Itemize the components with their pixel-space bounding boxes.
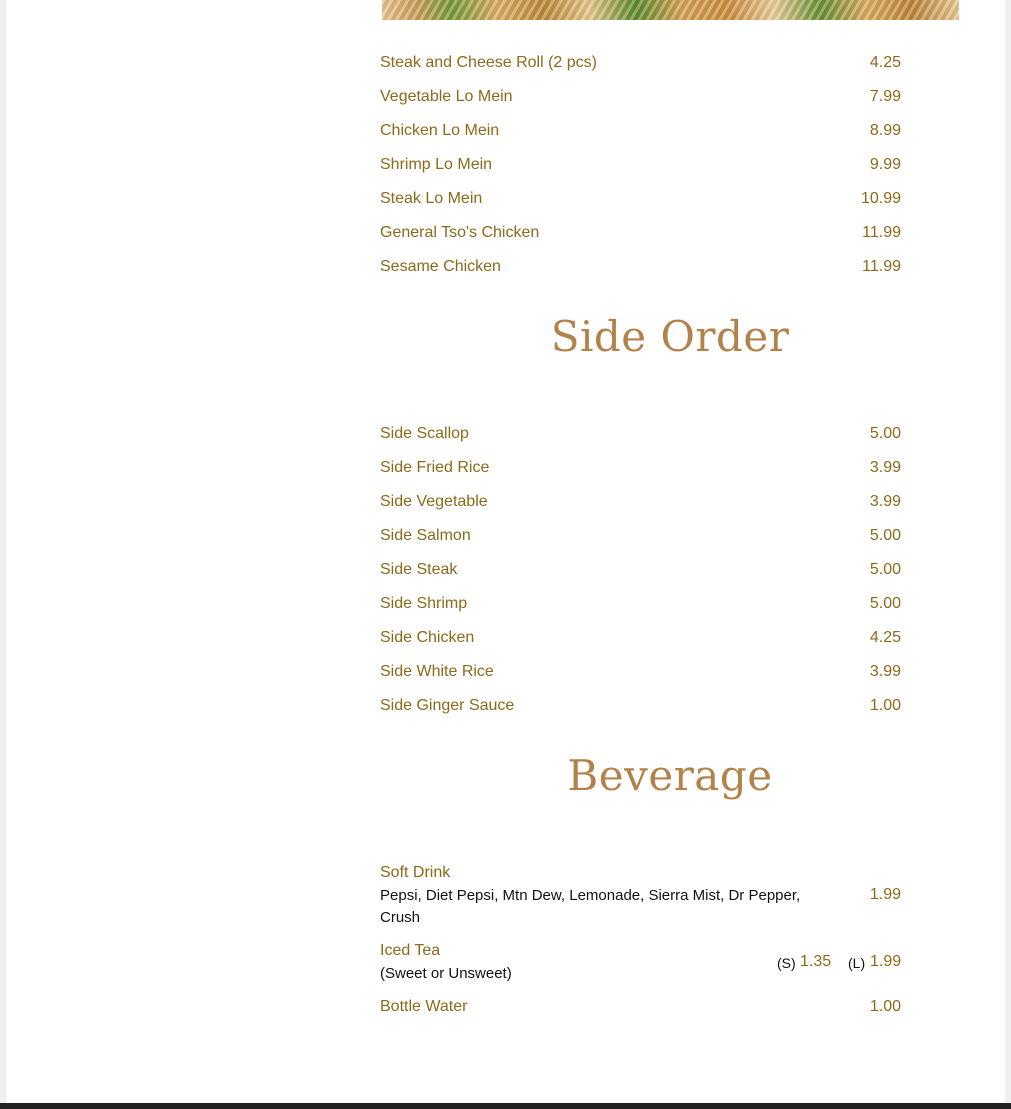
item-name: Side Fried Rice (380, 459, 490, 476)
menu-item (380, 153, 901, 177)
menu-item (380, 558, 901, 582)
menu-item (380, 187, 901, 211)
item-name: Soft Drink (380, 864, 451, 881)
item-price: 10.99 (860, 190, 901, 207)
item-name: Side Shrimp (380, 595, 468, 612)
menu-item (380, 456, 901, 480)
item-price: 5.00 (869, 561, 901, 578)
item-price: 5.00 (869, 527, 901, 544)
size-price-small: 1.35 (800, 953, 832, 970)
menu-item (380, 422, 901, 446)
item-price: 11.99 (862, 224, 901, 241)
item-name: Side Steak (380, 561, 458, 578)
menu-item (380, 524, 901, 548)
item-name: Steak and Cheese Roll (2 pcs) (380, 54, 597, 71)
item-price: 4.25 (869, 629, 901, 646)
menu-item (380, 85, 901, 109)
item-name: Steak Lo Mein (380, 190, 483, 207)
menu-item (380, 626, 901, 650)
menu-item (380, 660, 901, 684)
size-label-large: (L) (848, 955, 866, 971)
menu-item-bottle-water (380, 995, 901, 1019)
size-label-small: (S) (777, 955, 796, 971)
item-name: Side Scallop (380, 425, 469, 442)
item-name: Shrimp Lo Mein (380, 156, 493, 173)
item-price: 3.99 (869, 459, 901, 476)
menu-item (380, 119, 901, 143)
menu-item (380, 51, 901, 75)
item-description: (Sweet or Unsweet) (380, 965, 512, 982)
item-name: Side Vegetable (380, 493, 488, 510)
item-price: 11.99 (862, 258, 901, 275)
item-price: 8.99 (869, 122, 901, 139)
menu-item (380, 221, 901, 245)
section-title-side-order: Side Order (550, 312, 790, 361)
menu-item (380, 694, 901, 718)
item-price: 3.99 (869, 663, 901, 680)
item-name: Bottle Water (380, 998, 468, 1015)
item-price: 9.99 (869, 156, 901, 173)
item-name: Side Chicken (380, 629, 475, 646)
item-name: Side Ginger Sauce (380, 697, 515, 714)
item-price: 3.99 (869, 493, 901, 510)
menu-item (380, 592, 901, 616)
soft-drink-price-row (380, 883, 901, 907)
item-name: Side White Rice (380, 663, 494, 680)
item-price: 1.99 (869, 886, 901, 903)
menu-item (380, 255, 901, 279)
footer-bar (0, 1103, 1011, 1109)
item-price: 1.00 (869, 998, 901, 1015)
item-price: 5.00 (869, 595, 901, 612)
food-photo (382, 0, 959, 20)
item-price: 5.00 (869, 425, 901, 442)
item-price: 4.25 (869, 54, 901, 71)
item-name: Vegetable Lo Mein (380, 88, 513, 105)
size-price-large: 1.99 (870, 953, 902, 970)
item-name: General Tso's Chicken (380, 224, 540, 241)
item-description: Pepsi, Diet Pepsi, Mtn Dew, Lemonade, Sierra Mist, Dr Pepper, Crush (380, 887, 801, 926)
item-name: Chicken Lo Mein (380, 122, 500, 139)
item-name: Sesame Chicken (380, 258, 501, 275)
menu-item (380, 490, 901, 514)
item-price: 1.00 (869, 697, 901, 714)
item-name: Iced Tea (380, 942, 441, 959)
menu-item-soft-drink (380, 861, 901, 885)
section-title-beverage: Beverage (567, 751, 773, 800)
item-name: Side Salmon (380, 527, 471, 544)
item-price: 7.99 (869, 88, 901, 105)
